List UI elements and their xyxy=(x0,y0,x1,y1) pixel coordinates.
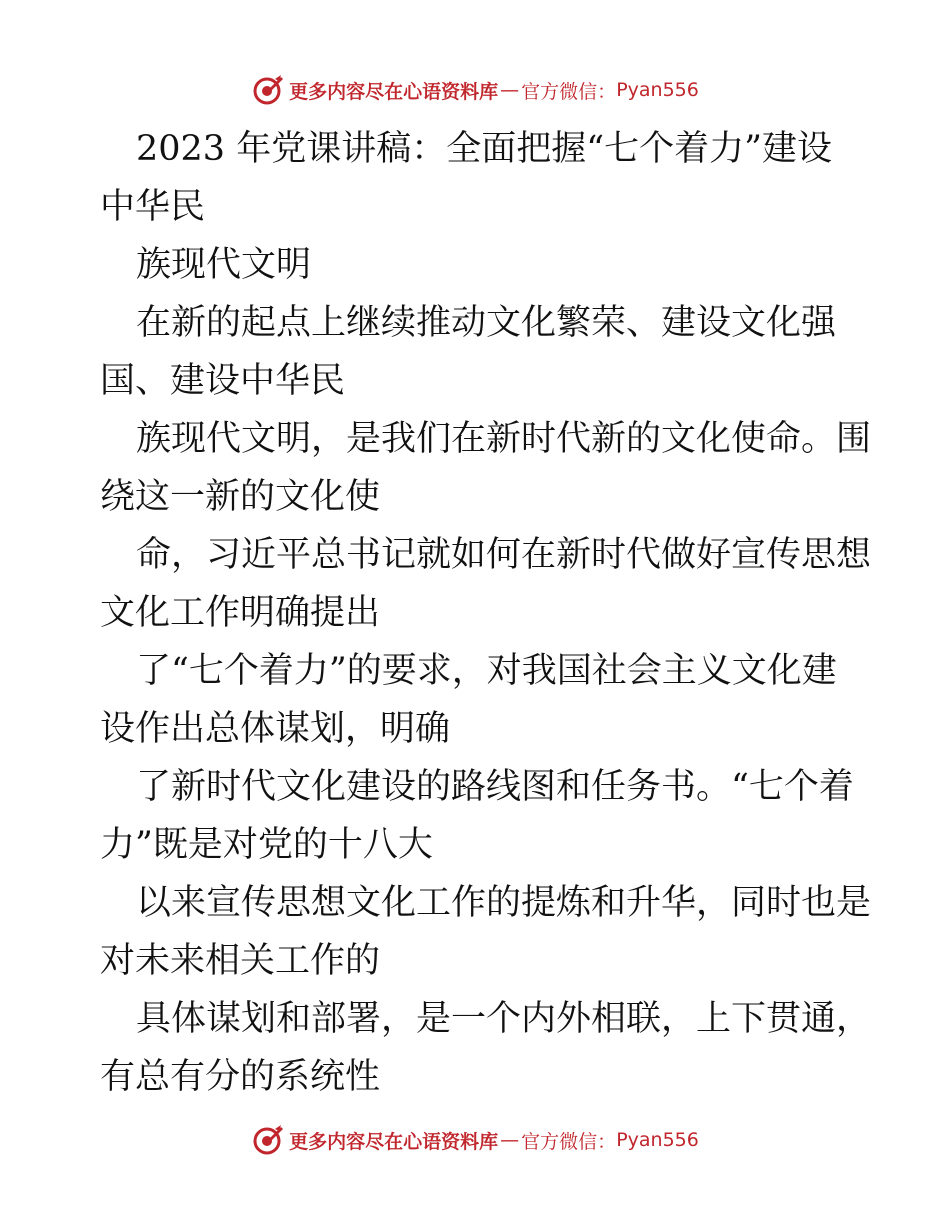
watermark-brand: 更多内容尽在心语资料库 xyxy=(289,80,499,103)
circle-quill-logo-icon xyxy=(251,1123,285,1157)
watermark-separator: — xyxy=(500,79,520,101)
circle-quill-logo-icon xyxy=(251,73,285,107)
document-body xyxy=(100,120,872,1106)
text-line: 设作出总体谋划，明确 xyxy=(100,709,451,749)
text-line: 文化工作明确提出 xyxy=(100,593,381,633)
text-line: 族现代文明 xyxy=(136,245,312,285)
text-line: 2023 年党课讲稿：全面把握“七个着力”建设 xyxy=(136,129,832,169)
text-line: 在新的起点上继续推动文化繁荣、建设文化强 xyxy=(136,303,837,343)
text-line: 中华民 xyxy=(100,187,206,227)
text-line: 族现代文明，是我们在新时代新的文化使命。围 xyxy=(136,419,872,459)
text-line: 具体谋划和部署，是一个内外相联，上下贯通， xyxy=(136,999,872,1039)
watermark-separator: — xyxy=(500,1129,520,1151)
text-line: 力”既是对党的十八大 xyxy=(100,825,433,865)
watermark-official-label: 官方微信： xyxy=(521,1130,617,1153)
header-watermark xyxy=(0,70,950,110)
footer-watermark xyxy=(0,1120,950,1160)
text-line: 了“七个着力”的要求，对我国社会主义文化建 xyxy=(136,651,837,691)
watermark-brand: 更多内容尽在心语资料库 xyxy=(289,1130,499,1153)
text-line: 以来宣传思想文化工作的提炼和升华，同时也是 xyxy=(136,883,872,923)
text-line: 绕这一新的文化使 xyxy=(100,477,381,517)
text-line: 命，习近平总书记就如何在新时代做好宣传思想 xyxy=(136,535,872,575)
text-line: 有总有分的系统性 xyxy=(100,1057,381,1097)
watermark-account-id: Pyan556 xyxy=(616,79,699,101)
text-line: 国、建设中华民 xyxy=(100,361,346,401)
watermark-official-label: 官方微信： xyxy=(521,80,617,103)
text-line: 对未来相关工作的 xyxy=(100,941,381,981)
watermark-account-id: Pyan556 xyxy=(616,1129,699,1151)
text-line: 了新时代文化建设的路线图和任务书。“七个着 xyxy=(136,767,854,807)
